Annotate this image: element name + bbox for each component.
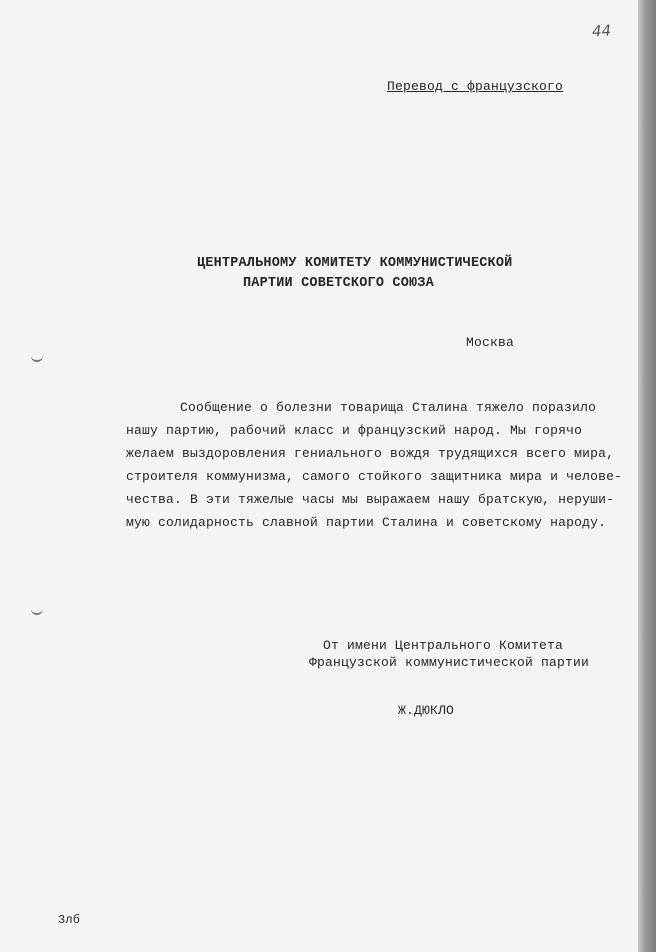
body-line-2: нашу партию, рабочий класс и французский народ. Мы горячо xyxy=(126,423,583,438)
signature-line-2: Французской коммунистической партии xyxy=(309,655,590,670)
signature-line-1: От имени Центрального Комитета xyxy=(323,638,564,653)
archive-code: 3лб xyxy=(58,913,81,927)
body-line-1: Сообщение о болезни товарища Сталина тяжело поразило xyxy=(180,400,597,415)
punch-hole-mark xyxy=(31,352,43,362)
signatory-name: Ж.ДЮКЛО xyxy=(398,703,455,718)
body-line-6: мую солидарность славной партии Сталина и советскому народу. xyxy=(126,515,607,530)
translation-note: Перевод с французского xyxy=(387,79,564,94)
body-line-3: желаем выздоровления гениального вождя трудящихся всего мира, xyxy=(126,446,615,461)
addressee-line-2: ПАРТИИ СОВЕТСКОГО СОЮЗА xyxy=(243,276,434,291)
punch-hole-mark xyxy=(31,605,43,615)
archive-page-number: 44 xyxy=(591,21,612,41)
city: Москва xyxy=(466,335,515,350)
body-line-4: строителя коммунизма, самого стойкого защитника мира и челове- xyxy=(126,469,623,484)
addressee-line-1: ЦЕНТРАЛЬНОМУ КОМИТЕТУ КОММУНИСТИЧЕСКОЙ xyxy=(197,256,513,271)
page-edge-shadow xyxy=(638,0,656,952)
body-line-5: чества. В эти тяжелые часы мы выражаем нашу братскую, неруши- xyxy=(126,492,615,507)
